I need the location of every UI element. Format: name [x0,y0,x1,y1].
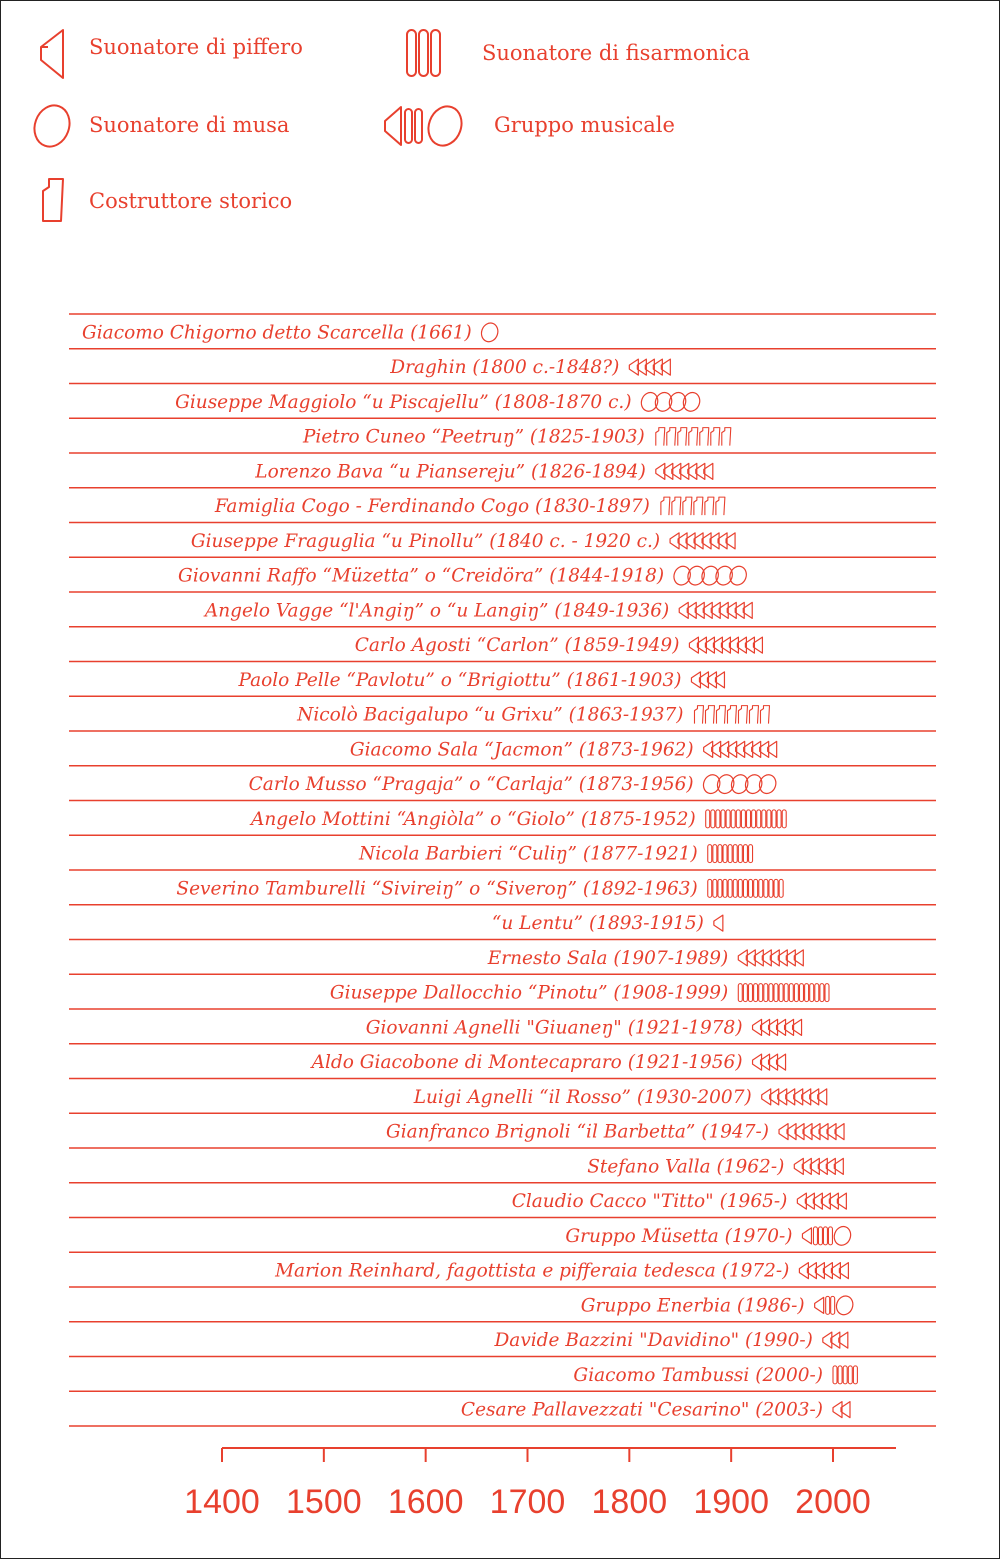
timeline-chart [1,1,999,1558]
row-label: Marion Reinhard, fagottista e pifferaia tedesca (1972-) [275,1260,790,1282]
row-label: Giacomo Chigorno detto Scarcella (1661) [81,322,472,344]
axis-tick-label: 1700 [489,1483,566,1521]
fisarmonica-icon [706,810,787,828]
row-label: Pietro Cuneo “Peetruŋ” (1825-1903) [302,426,645,448]
costruttore-icon [661,497,725,515]
row-label: Famiglia Cogo - Ferdinando Cogo (1830-1897) [214,496,650,518]
fisarmonica-icon [833,1366,857,1384]
row-label: Stefano Valla (1962-) [587,1156,785,1178]
gruppo-icon [802,1224,853,1247]
axis-tick-label: 1900 [693,1483,769,1521]
row-label: Giovanni Agnelli "Giuaneŋ" (1921-1978) [365,1017,743,1039]
musa-icon [701,772,779,795]
axis-tick-label: 2000 [795,1483,871,1521]
row-label: Nicola Barbieri “Culiŋ” (1877-1921) [359,843,698,865]
row-label: Ernesto Sala (1907-1989) [487,947,729,969]
row-label: Lorenzo Bava “u Piansereju” (1826-1894) [255,461,646,483]
axis-tick-label: 1500 [286,1483,362,1521]
piffero-icon [656,463,713,479]
row-label: Giuseppe Maggiolo “u Piscajellu” (1808-1870 c.) [175,391,632,413]
axis-tick-label: 1800 [591,1483,668,1521]
row-label: Carlo Musso “Pragaja” o “Carlaja” (1873-1956) [248,774,694,796]
row-label: Claudio Cacco "Titto" (1965-) [511,1191,788,1213]
fisarmonica-icon [708,845,753,863]
piffero-icon [762,1089,827,1105]
row-label: Gruppo Enerbia (1986-) [580,1295,805,1317]
gruppo-icon [815,1294,856,1317]
legend-label-gruppo: Gruppo musicale [494,113,675,137]
row-label: Severino Tamburelli “Sivireiŋ” o “Siveroŋ” (1892-1963) [176,878,698,900]
piffero-icon [629,359,670,375]
piffero-icon [833,1402,850,1418]
piffero-icon [779,1124,844,1140]
fisarmonica-icon [738,984,829,1002]
row-label: Angelo Mottini “Angiòla” o “Giolo” (1875-1952) [251,808,696,830]
row-label: Draghin (1800 c.-1848?) [390,357,620,379]
piffero-icon [753,1019,802,1035]
row-label: Angelo Vagge “l'Angiŋ” o “u Langiŋ” (1849-1936) [204,600,670,622]
costruttore-icon [694,706,769,724]
row-label: Giacomo Sala “Jacmon” (1873-1962) [349,739,694,761]
piffero-icon [799,1263,848,1279]
piffero-icon [679,602,752,618]
row-label: Carlo Agosti “Carlon” (1859-1949) [354,635,680,657]
row-label: Davide Bazzini "Davidino" (1990-) [494,1330,813,1352]
row-label: Aldo Giacobone di Montecapraro (1921-1956) [311,1052,743,1074]
piffero-icon [797,1193,846,1209]
row-label: Paolo Pelle “Pavlotu” o “Brigiottu” (1861-1903) [238,669,682,691]
piffero-icon [714,915,723,931]
piffero-icon [704,741,777,757]
axis-tick-label: 1600 [387,1483,464,1521]
piffero-icon [794,1158,843,1174]
musa-icon [479,321,501,344]
row-label: “u Lentu” (1893-1915) [491,913,704,935]
musa-icon [639,390,703,413]
piffero-icon [823,1332,848,1348]
musa-icon [671,564,749,587]
piffero-icon [738,950,803,966]
costruttore-icon [656,428,731,446]
piffero-icon [670,533,735,549]
row-label: Giovanni Raffo “Müzetta” o “Creidöra” (1844-1918) [178,565,665,587]
legend-label-costruttore: Costruttore storico [89,189,293,213]
row-label: Luigi Agnelli “il Rosso” (1930-2007) [413,1086,752,1108]
legend-label-piffero: Suonatore di piffero [89,35,303,59]
row-label: Nicolò Bacigalupo “u Grixu” (1863-1937) [297,704,684,726]
fisarmonica-icon [708,879,783,897]
row-label: Giuseppe Fraguglia “u Pinollu” (1840 c. - 1920 c.) [190,530,661,552]
legend-label-fisarmonica: Suonatore di fisarmonica [482,41,751,65]
axis-tick-label: 1400 [184,1483,260,1521]
piffero-icon [753,1054,786,1070]
piffero-icon [689,637,762,653]
row-label: Giacomo Tambussi (2000-) [573,1364,823,1386]
row-label: Gruppo Müsetta (1970-) [565,1225,793,1247]
row-label: Giuseppe Dallocchio “Pinotu” (1908-1999) [329,982,729,1004]
row-label: Gianfranco Brignoli “il Barbetta” (1947-) [385,1121,770,1143]
legend-label-musa: Suonatore di musa [89,113,290,137]
piffero-icon [691,672,724,688]
row-label: Cesare Pallavezzati "Cesarino" (2003-) [460,1399,823,1421]
